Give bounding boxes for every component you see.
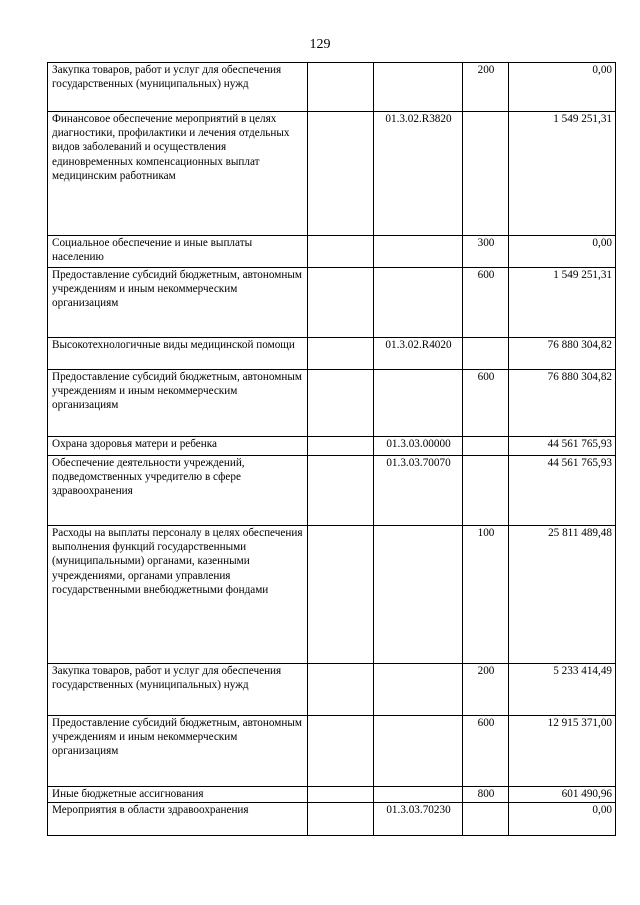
row-blank-cell bbox=[308, 236, 374, 268]
row-description: Закупка товаров, работ и услуг для обеспечения государственных (муниципальных) нужд bbox=[48, 664, 308, 716]
row-code bbox=[374, 716, 463, 787]
row-expense-type: 800 bbox=[463, 787, 509, 803]
table-row bbox=[48, 526, 616, 664]
row-code bbox=[374, 236, 463, 268]
table-row bbox=[48, 787, 616, 803]
table-row bbox=[48, 370, 616, 437]
row-code: 01.3.03.00000 bbox=[374, 437, 463, 456]
row-blank-cell bbox=[308, 803, 374, 836]
row-amount: 44 561 765,93 bbox=[509, 456, 616, 526]
table-row bbox=[48, 236, 616, 268]
table-row bbox=[48, 664, 616, 716]
budget-table-body bbox=[48, 63, 616, 836]
row-blank-cell bbox=[308, 456, 374, 526]
table-row bbox=[48, 112, 616, 236]
row-expense-type: 300 bbox=[463, 236, 509, 268]
row-amount: 44 561 765,93 bbox=[509, 437, 616, 456]
row-blank-cell bbox=[308, 526, 374, 664]
row-expense-type: 200 bbox=[463, 664, 509, 716]
row-amount: 12 915 371,00 bbox=[509, 716, 616, 787]
row-expense-type: 600 bbox=[463, 716, 509, 787]
page-number: 129 bbox=[309, 37, 331, 52]
row-code bbox=[374, 268, 463, 338]
row-blank-cell bbox=[308, 268, 374, 338]
row-description: Обеспечение деятельности учреждений, подведомственных учредителю в сфере здравоохранения bbox=[48, 456, 308, 526]
table-row bbox=[48, 338, 616, 370]
row-description: Закупка товаров, работ и услуг для обеспечения государственных (муниципальных) нужд bbox=[48, 63, 308, 112]
row-code bbox=[374, 63, 463, 112]
row-amount: 1 549 251,31 bbox=[509, 112, 616, 236]
row-expense-type bbox=[463, 456, 509, 526]
row-description: Предоставление субсидий бюджетным, автономным учреждениям и иным некоммерческим организациям bbox=[48, 268, 308, 338]
row-amount: 76 880 304,82 bbox=[509, 338, 616, 370]
row-expense-type bbox=[463, 803, 509, 836]
table-row bbox=[48, 456, 616, 526]
row-description: Предоставление субсидий бюджетным, автономным учреждениям и иным некоммерческим организациям bbox=[48, 370, 308, 437]
row-code: 01.3.03.70070 bbox=[374, 456, 463, 526]
row-code: 01.3.02.R3820 bbox=[374, 112, 463, 236]
budget-table bbox=[47, 62, 616, 836]
row-expense-type bbox=[463, 338, 509, 370]
row-blank-cell bbox=[308, 787, 374, 803]
row-amount: 76 880 304,82 bbox=[509, 370, 616, 437]
row-description: Финансовое обеспечение мероприятий в целях диагностики, профилактики и лечения отдельных видов заболеваний и осуществления единовременных компенсационных выплат медицинским работникам bbox=[48, 112, 308, 236]
row-blank-cell bbox=[308, 338, 374, 370]
row-expense-type: 600 bbox=[463, 370, 509, 437]
row-expense-type: 100 bbox=[463, 526, 509, 664]
row-blank-cell bbox=[308, 716, 374, 787]
row-expense-type bbox=[463, 112, 509, 236]
row-amount: 601 490,96 bbox=[509, 787, 616, 803]
row-expense-type: 200 bbox=[463, 63, 509, 112]
row-code bbox=[374, 787, 463, 803]
table-row bbox=[48, 803, 616, 836]
row-amount: 25 811 489,48 bbox=[509, 526, 616, 664]
row-code: 01.3.03.70230 bbox=[374, 803, 463, 836]
table-row bbox=[48, 437, 616, 456]
row-description: Расходы на выплаты персоналу в целях обеспечения выполнения функций государственными (муниципальными) органами, казенными учреждениями, органами управления государственными внебюджетными фондами bbox=[48, 526, 308, 664]
row-blank-cell bbox=[308, 63, 374, 112]
row-code: 01.3.02.R4020 bbox=[374, 338, 463, 370]
row-description: Охрана здоровья матери и ребенка bbox=[48, 437, 308, 456]
row-blank-cell bbox=[308, 664, 374, 716]
row-blank-cell bbox=[308, 437, 374, 456]
row-description: Мероприятия в области здравоохранения bbox=[48, 803, 308, 836]
row-amount: 1 549 251,31 bbox=[509, 268, 616, 338]
row-blank-cell bbox=[308, 370, 374, 437]
row-code bbox=[374, 664, 463, 716]
table-row bbox=[48, 716, 616, 787]
row-expense-type: 600 bbox=[463, 268, 509, 338]
row-blank-cell bbox=[308, 112, 374, 236]
row-expense-type bbox=[463, 437, 509, 456]
row-code bbox=[374, 370, 463, 437]
row-description: Социальное обеспечение и иные выплаты населению bbox=[48, 236, 308, 268]
row-amount: 0,00 bbox=[509, 803, 616, 836]
row-amount: 0,00 bbox=[509, 236, 616, 268]
row-amount: 0,00 bbox=[509, 63, 616, 112]
table-row bbox=[48, 63, 616, 112]
row-description: Высокотехнологичные виды медицинской помощи bbox=[48, 338, 308, 370]
row-code bbox=[374, 526, 463, 664]
row-description: Предоставление субсидий бюджетным, автономным учреждениям и иным некоммерческим организациям bbox=[48, 716, 308, 787]
table-row bbox=[48, 268, 616, 338]
row-amount: 5 233 414,49 bbox=[509, 664, 616, 716]
row-description: Иные бюджетные ассигнования bbox=[48, 787, 308, 803]
